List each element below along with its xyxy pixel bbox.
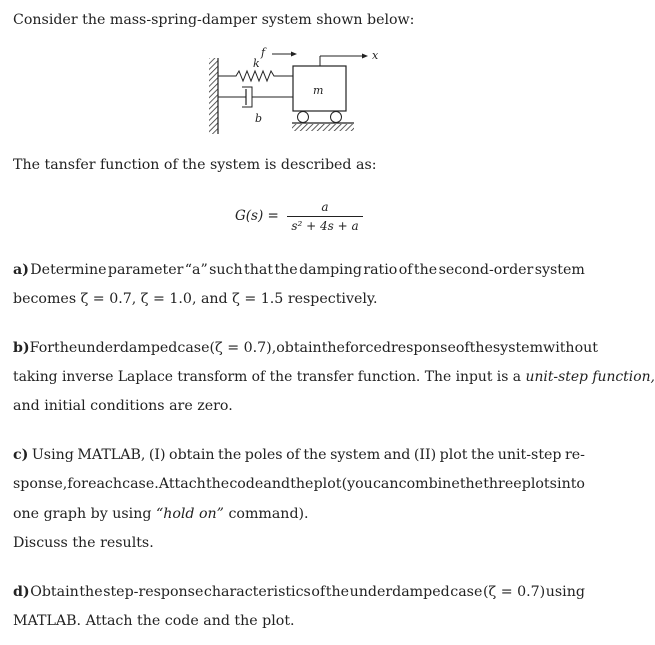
equation-fraction xyxy=(287,200,363,233)
wall-hatch xyxy=(209,58,218,134)
part-b-line-2: taking inverse Laplace transform of the transfer function. The input is a unit-step function, xyxy=(13,369,655,385)
equation-lhs: G(s) = xyxy=(235,208,279,224)
part-b-line-1: b) For the underdamped case (ζ = 0.7), obtain the forced response of the system without xyxy=(13,340,598,356)
part-c-line-3: one graph by using “hold on” command). xyxy=(13,506,309,522)
mass-spring-damper-figure xyxy=(200,44,379,142)
part-c-line-1: c) Using MATLAB, (I) obtain the poles of the system and (II) plot the unit-step re- xyxy=(13,447,585,463)
label-f: f xyxy=(261,46,266,59)
part-a-label: a) xyxy=(13,262,29,278)
part-b-line-3: and initial conditions are zero. xyxy=(13,398,233,414)
part-d-line-1: d) Obtain the step-response characteristics of the underdamped case (ζ = 0.7) using xyxy=(13,584,585,600)
label-m: m xyxy=(313,84,324,97)
part-d-label: d) xyxy=(13,584,30,600)
wheel-right xyxy=(331,112,342,123)
damper xyxy=(218,87,293,107)
transfer-intro: The tansfer function of the system is described as: xyxy=(13,157,377,173)
label-x: x xyxy=(372,49,379,62)
part-c-emphasis: “hold on” xyxy=(155,506,224,522)
equation-denominator: s² + 4s + a xyxy=(291,219,359,233)
part-c-label: c) xyxy=(13,447,29,463)
part-a-line-2: becomes ζ = 0.7, ζ = 1.0, and ζ = 1.5 respectively. xyxy=(13,291,378,307)
ground-hatch xyxy=(292,124,354,131)
equation-numerator: a xyxy=(321,200,329,214)
label-k: k xyxy=(253,57,260,70)
intro-text: Consider the mass-spring-damper system shown below: xyxy=(13,12,415,28)
part-c-discuss: Discuss the results. xyxy=(13,535,154,551)
label-b: b xyxy=(255,112,263,125)
part-b-emphasis: unit-step function, xyxy=(525,369,655,385)
part-b-label: b) xyxy=(13,340,30,356)
spring xyxy=(218,71,293,81)
part-a-line-1: a) Determine parameter “a” such that the damping ratio of the second-order system xyxy=(13,262,585,278)
transfer-function-equation xyxy=(235,200,375,234)
part-d-line-2: MATLAB. Attach the code and the plot. xyxy=(13,613,295,629)
wheel-left xyxy=(298,112,309,123)
part-c-line-2: sponse, for each case. Attach the code and the plot (you can combine the three plots into xyxy=(13,476,585,492)
